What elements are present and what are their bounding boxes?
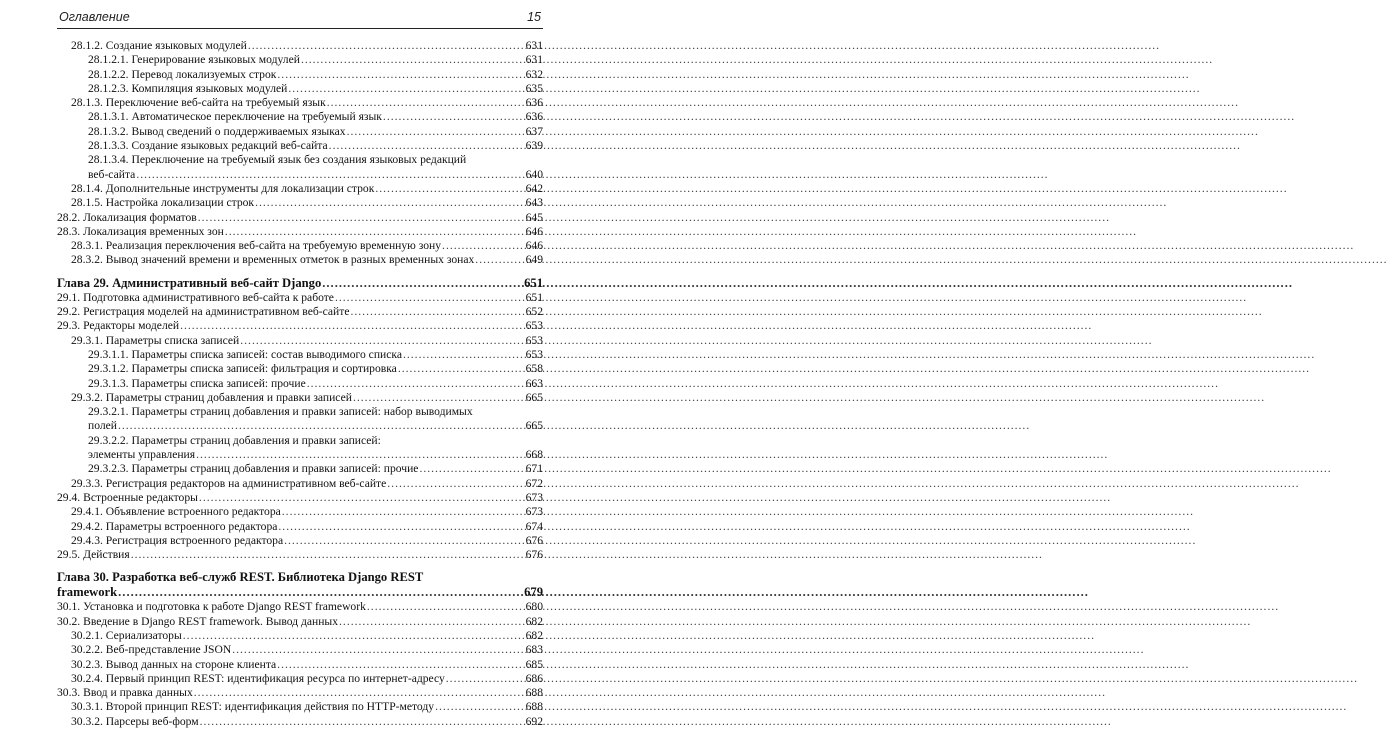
toc-entry-title: 30.2.1. Сериализаторы (71, 628, 182, 642)
dot-leader (131, 548, 525, 562)
toc-entry[interactable] (57, 686, 543, 700)
toc-entry-line (71, 182, 543, 196)
toc-entry-line (71, 520, 543, 534)
toc-entry[interactable] (57, 96, 543, 110)
toc-page-number: 676 (525, 548, 543, 562)
toc-entry[interactable] (57, 68, 543, 82)
toc-entry[interactable] (57, 82, 543, 96)
toc-entry-line (88, 419, 543, 433)
dot-leader (307, 377, 525, 391)
toc-entry-title: 28.1.2. Создание языковых модулей (71, 39, 247, 52)
toc-entry-line (71, 700, 543, 714)
toc-page-number: 652 (525, 305, 543, 319)
toc-entry-title: 28.1.2.2. Перевод локализуемых строк (88, 67, 277, 81)
table-of-contents (57, 39, 543, 729)
toc-entry-title: Глава 29. Административный веб-сайт Django (57, 275, 322, 290)
toc-page-number: 688 (525, 686, 543, 700)
toc-entry-line (57, 225, 543, 239)
toc-entry-line (57, 319, 543, 333)
dot-leader (419, 462, 524, 476)
toc-page-number: 683 (525, 643, 543, 657)
toc-page-number: 653 (525, 333, 543, 347)
toc-chapter-entry[interactable] (57, 570, 543, 600)
toc-page-number: 649 (525, 253, 543, 267)
toc-entry[interactable] (57, 405, 543, 434)
toc-page-number: 637 (525, 124, 543, 138)
toc-page-number: 665 (525, 390, 543, 404)
toc-entry-line (88, 139, 543, 153)
toc-entry-title: 29.2. Регистрация моделей на административном веб-сайте (57, 305, 350, 319)
toc-entry[interactable] (57, 153, 543, 182)
toc-entry-line (57, 615, 543, 629)
toc-entry[interactable] (57, 377, 543, 391)
toc-entry-title: 29.4.2. Параметры встроенного редактора (71, 519, 278, 533)
toc-entry[interactable] (57, 239, 543, 253)
toc-entry-title: 29.1. Подготовка административного веб-сайта к работе (57, 290, 334, 304)
toc-entry-title: framework (57, 585, 118, 600)
toc-entry-title: 29.3.1.2. Параметры списка записей: фильтрация и сортировка (88, 362, 397, 376)
dot-leader (288, 82, 524, 96)
toc-entry-line (71, 239, 543, 253)
toc-page-number: 631 (525, 53, 543, 67)
toc-page-number: 688 (525, 700, 543, 714)
toc-page-number: 674 (525, 519, 543, 533)
toc-entry[interactable] (57, 391, 543, 405)
dot-leader (277, 658, 524, 672)
toc-entry-line (71, 477, 543, 491)
dot-leader (387, 477, 524, 491)
toc-entry[interactable] (57, 348, 543, 362)
toc-entry[interactable] (57, 434, 543, 463)
toc-page-number: 685 (525, 657, 543, 671)
dot-leader (248, 39, 525, 53)
toc-entry-title: 29.3.1.1. Параметры списка записей: состав выводимого списка (88, 347, 402, 361)
toc-page-number: 671 (525, 462, 543, 476)
toc-entry-title-first-line: Глава 30. Разработка веб-служб REST. Библиотека Django REST (57, 570, 424, 585)
toc-page-number: 639 (525, 139, 543, 153)
dot-leader (118, 419, 525, 433)
toc-entry-title: 29.3.1. Параметры списка записей (71, 333, 240, 347)
toc-entry[interactable] (57, 334, 543, 348)
toc-chapter-entry[interactable] (57, 276, 543, 291)
toc-entry-title: 28.2. Локализация форматов (57, 210, 197, 224)
toc-entry-title: 30.2.4. Первый принцип REST: идентификация ресурса по интернет-адресу (71, 671, 445, 685)
toc-page-number: 672 (525, 476, 543, 490)
dot-leader (350, 305, 524, 319)
dot-leader (278, 520, 524, 534)
toc-entry-line (71, 658, 543, 672)
dot-leader (383, 110, 525, 124)
toc-entry[interactable] (57, 253, 543, 267)
toc-page-number: 646 (525, 239, 543, 253)
toc-entry-line (57, 491, 543, 505)
toc-entry[interactable] (57, 319, 543, 333)
toc-page-number: 646 (525, 224, 543, 238)
toc-page-number: 663 (525, 376, 543, 390)
toc-entry-title: 30.2. Введение в Django REST framework. Вывод данных (57, 614, 339, 628)
toc-page-number: 632 (525, 67, 543, 81)
toc-entry[interactable] (57, 600, 543, 614)
dot-leader (398, 362, 525, 376)
toc-entry-line (71, 196, 543, 210)
chapter-spacer (57, 268, 543, 276)
toc-entry[interactable] (57, 505, 543, 519)
toc-entry-title: веб-сайта (88, 167, 136, 181)
toc-entry[interactable] (57, 362, 543, 376)
toc-entry-line (71, 96, 543, 110)
toc-entry-line (57, 305, 543, 319)
toc-page-number: 680 (525, 600, 543, 614)
toc-entry[interactable] (57, 672, 543, 686)
dot-leader (225, 225, 525, 239)
toc-entry-title: 29.4. Встроенные редакторы (57, 490, 198, 504)
toc-entry-title: 30.3.1. Второй принцип REST: идентификация действия по HTTP-методу (71, 700, 435, 714)
toc-entry[interactable] (57, 110, 543, 124)
dot-leader (277, 68, 524, 82)
toc-entry-line (88, 362, 543, 376)
toc-entry[interactable] (57, 182, 543, 196)
toc-entry-title: 29.3.2.3. Параметры страниц добавления и правки записей: прочие (88, 462, 419, 476)
toc-page-number: 676 (525, 533, 543, 547)
dot-leader (327, 96, 525, 110)
dot-leader (322, 276, 523, 291)
toc-entry-title: 29.3.1.3. Параметры списка записей: прочие (88, 376, 306, 390)
toc-page-number: 653 (525, 347, 543, 361)
dot-leader (200, 715, 525, 729)
toc-entry[interactable] (57, 305, 543, 319)
toc-entry[interactable] (57, 629, 543, 643)
toc-entry-title: 29.3. Редакторы моделей (57, 319, 180, 333)
toc-entry-line (71, 391, 543, 405)
toc-entry-line (71, 534, 543, 548)
toc-page-number: 636 (525, 110, 543, 124)
dot-leader (301, 53, 525, 67)
toc-entry-line (57, 211, 543, 225)
toc-entry[interactable] (57, 225, 543, 239)
dot-leader (136, 168, 524, 182)
toc-entry[interactable] (57, 53, 543, 67)
toc-entry-line (57, 548, 543, 562)
toc-entry[interactable] (57, 196, 543, 210)
toc-page-number: 665 (525, 419, 543, 433)
toc-entry-title: 30.3.2. Парсеры веб-форм (71, 714, 199, 728)
toc-page-number: 658 (525, 362, 543, 376)
toc-page-number: 640 (525, 167, 543, 181)
toc-entry-line (88, 448, 543, 462)
toc-entry-title-first-line: 28.1.3.4. Переключение на требуемый язык без создания языковых редакций (88, 153, 467, 167)
toc-page-number: 643 (525, 196, 543, 210)
toc-entry[interactable] (57, 548, 543, 562)
toc-entry-title: 30.1. Установка и подготовка к работе Django REST framework (57, 600, 366, 614)
toc-entry-line (71, 334, 543, 348)
toc-entry-line (57, 585, 543, 600)
toc-entry[interactable] (57, 520, 543, 534)
toc-entry[interactable] (57, 39, 543, 53)
toc-entry-line (71, 39, 543, 53)
toc-page-number: 682 (525, 628, 543, 642)
toc-entry-line (57, 686, 543, 700)
dot-leader (353, 391, 525, 405)
toc-page-number: 692 (525, 714, 543, 728)
toc-entry-line (88, 68, 543, 82)
toc-entry-title: 29.4.1. Объявление встроенного редактора (71, 505, 281, 519)
toc-page-number: 673 (525, 505, 543, 519)
toc-entry-title: 28.1.2.3. Компиляция языковых модулей (88, 81, 288, 95)
toc-entry-title: 28.3.1. Реализация переключения веб-сайта на требуемую временную зону (71, 239, 442, 253)
toc-entry-line (57, 600, 543, 614)
dot-leader (446, 672, 525, 686)
dot-leader (475, 253, 524, 267)
dot-leader (194, 686, 525, 700)
toc-page-number: 635 (525, 81, 543, 95)
toc-entry-title: 29.5. Действия (57, 548, 130, 562)
toc-entry-title: 28.1.3.1. Автоматическое переключение на требуемый язык (88, 110, 382, 124)
toc-entry-title: элементы управления (88, 448, 196, 462)
toc-entry-title: 30.2.2. Веб-представление JSON (71, 643, 232, 657)
toc-entry[interactable] (57, 139, 543, 153)
dot-leader (347, 125, 525, 139)
toc-page-number: 686 (525, 671, 543, 685)
toc-page-number: 679 (524, 585, 543, 600)
dot-leader (232, 643, 524, 657)
toc-entry-title: 28.1.3.3. Создание языковых редакций веб-сайта (88, 139, 328, 153)
toc-entry-line (88, 82, 543, 96)
dot-leader (367, 600, 525, 614)
toc-entry-line (88, 110, 543, 124)
toc-entry-title: 28.3.2. Вывод значений времени и временных отметок в разных временных зонах (71, 253, 475, 267)
dot-leader (335, 291, 525, 305)
dot-leader (284, 534, 525, 548)
toc-entry[interactable] (57, 715, 543, 729)
toc-page-number: 645 (525, 210, 543, 224)
toc-entry-title: 28.1.5. Настройка локализации строк (71, 196, 255, 210)
toc-entry-title: полей (88, 419, 117, 433)
toc-entry-line (88, 377, 543, 391)
dot-leader (255, 196, 525, 210)
toc-entry[interactable] (57, 462, 543, 476)
running-header (57, 8, 543, 29)
toc-entry-line (88, 53, 543, 67)
dot-leader (375, 182, 524, 196)
toc-entry-title: 28.3. Локализация временных зон (57, 224, 224, 238)
dot-leader (199, 491, 525, 505)
toc-entry-line (57, 291, 543, 305)
toc-entry-title: 29.3.3. Регистрация редакторов на административном веб-сайте (71, 476, 387, 490)
toc-page-number: 682 (525, 614, 543, 628)
toc-entry-title: 28.1.3.2. Вывод сведений о поддерживаемых языках (88, 124, 346, 138)
toc-entry[interactable] (57, 700, 543, 714)
dot-leader (442, 239, 525, 253)
toc-entry-line (88, 168, 543, 182)
running-header-title: Оглавление (59, 10, 130, 24)
toc-entry-title: 28.1.4. Дополнительные инструменты для локализации строк (71, 181, 375, 195)
dot-leader (339, 615, 525, 629)
chapter-spacer (57, 562, 543, 570)
toc-entry-title: 29.3.2. Параметры страниц добавления и правки записей (71, 390, 352, 404)
toc-entry-line (88, 462, 543, 476)
toc-page-number: 668 (525, 448, 543, 462)
toc-entry[interactable] (57, 477, 543, 491)
toc-entry[interactable] (57, 643, 543, 657)
toc-entry-line (71, 643, 543, 657)
dot-leader (240, 334, 524, 348)
dot-leader (282, 505, 525, 519)
toc-entry[interactable] (57, 291, 543, 305)
dot-leader (435, 700, 525, 714)
toc-entry[interactable] (57, 534, 543, 548)
dot-leader (329, 139, 525, 153)
dot-leader (196, 448, 525, 462)
toc-entry-line (88, 348, 543, 362)
toc-entry-title-first-line: 29.3.2.2. Параметры страниц добавления и правки записей: (88, 433, 381, 447)
toc-page-number: 642 (525, 181, 543, 195)
toc-page-number: 651 (525, 290, 543, 304)
dot-leader (403, 348, 525, 362)
toc-entry-title-first-line: 29.3.2.1. Параметры страниц добавления и правки записей: набор выводимых (88, 405, 473, 419)
toc-entry[interactable] (57, 658, 543, 672)
toc-entry-title: 29.4.3. Регистрация встроенного редактора (71, 533, 284, 547)
toc-page-number: 651 (524, 275, 543, 290)
toc-entry-title: 30.2.3. Вывод данных на стороне клиента (71, 657, 277, 671)
toc-entry[interactable] (57, 211, 543, 225)
dot-leader (118, 585, 523, 600)
toc-entry[interactable] (57, 125, 543, 139)
toc-entry-line (71, 505, 543, 519)
dot-leader (183, 629, 525, 643)
toc-entry-line (71, 629, 543, 643)
toc-entry-line (57, 276, 543, 291)
toc-entry-title: 28.1.3. Переключение веб-сайта на требуемый язык (71, 96, 326, 110)
toc-entry-line (71, 715, 543, 729)
toc-page-number: 631 (525, 39, 543, 52)
toc-entry[interactable] (57, 615, 543, 629)
toc-page-number: 673 (525, 490, 543, 504)
toc-page-number: 653 (525, 319, 543, 333)
toc-entry-line (88, 125, 543, 139)
toc-entry-title: 28.1.2.1. Генерирование языковых модулей (88, 53, 300, 67)
toc-entry-title: 30.3. Ввод и правка данных (57, 686, 193, 700)
page-number: 15 (527, 10, 541, 24)
toc-entry-line (71, 253, 543, 267)
toc-entry-line (71, 672, 543, 686)
toc-page-number: 636 (525, 96, 543, 110)
dot-leader (198, 211, 525, 225)
dot-leader (180, 319, 525, 333)
toc-entry[interactable] (57, 491, 543, 505)
